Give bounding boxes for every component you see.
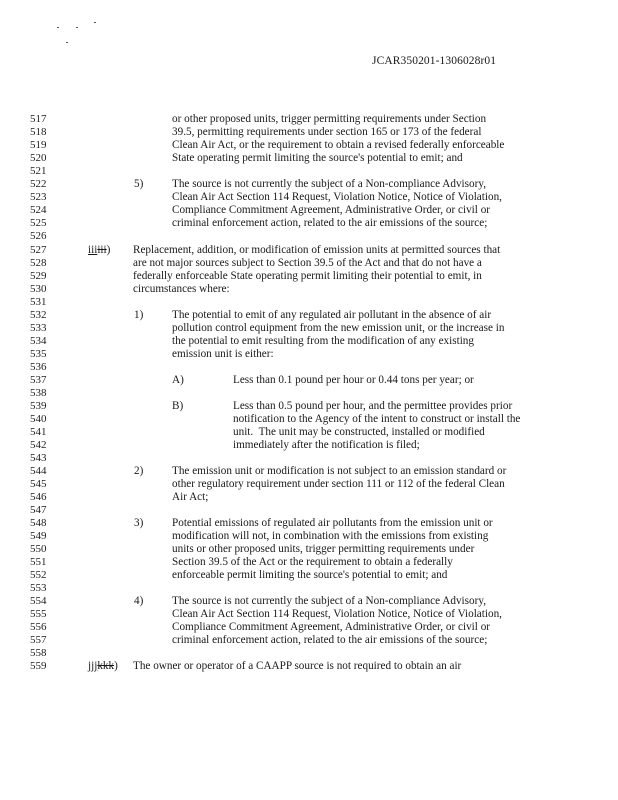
text-line: Potential emissions of regulated air pollutants from the emission unit or xyxy=(172,517,493,529)
line-number: 530 xyxy=(30,283,47,295)
document-id-header: JCAR350201-1306028r01 xyxy=(372,55,497,67)
text-line: Air Act; xyxy=(172,491,209,503)
line-number: 519 xyxy=(30,139,47,151)
text-line: notification to the Agency of the intent to construct or install the xyxy=(233,413,521,425)
line-number: 539 xyxy=(30,400,47,412)
line-number: 542 xyxy=(30,439,47,451)
text-line: enforceable permit limiting the source's potential to emit; and xyxy=(172,569,448,581)
line-number: 557 xyxy=(30,634,47,646)
line-number: 559 xyxy=(30,660,47,672)
text-line: or other proposed units, trigger permitting requirements under Section xyxy=(172,113,487,125)
scan-speck xyxy=(66,42,68,43)
line-number: 555 xyxy=(30,608,47,620)
marker-paren: ) xyxy=(106,244,111,256)
text-line: State operating permit limiting the source's potential to emit; and xyxy=(172,152,463,164)
scan-speck xyxy=(94,22,96,23)
text-line: The owner or operator of a CAAPP source is not required to obtain an air xyxy=(133,660,462,672)
line-number: 550 xyxy=(30,543,47,555)
text-line: unit. The unit may be constructed, installed or modified xyxy=(233,426,485,438)
line-number: 531 xyxy=(30,296,47,308)
deleted-marker-text: iii xyxy=(97,244,107,256)
text-line: The potential to emit of any regulated air pollutant in the absence of air xyxy=(172,309,492,321)
line-number: 551 xyxy=(30,556,47,568)
text-line: circumstances where: xyxy=(133,283,230,295)
line-number: 522 xyxy=(30,178,47,190)
text-line: emission unit is either: xyxy=(172,348,274,360)
line-number: 534 xyxy=(30,335,47,347)
text-line: The source is not currently the subject of a Non-compliance Advisory, xyxy=(172,595,486,607)
item-marker: 2) xyxy=(134,465,144,477)
inserted-marker-text: iii xyxy=(88,244,98,256)
text-line: are not major sources subject to Section 39.5 of the Act and that do not have a xyxy=(133,257,482,269)
line-number: 521 xyxy=(30,165,47,177)
line-number: 538 xyxy=(30,387,47,399)
line-number: 532 xyxy=(30,309,47,321)
text-line: 39.5, permitting requirements under section 165 or 173 of the federal xyxy=(172,126,482,138)
item-marker: 4) xyxy=(134,595,144,607)
line-number: 547 xyxy=(30,504,47,516)
line-number: 524 xyxy=(30,204,47,216)
line-number: 528 xyxy=(30,257,47,269)
text-line: other regulatory requirement under section 111 or 112 of the federal Clean xyxy=(172,478,505,490)
line-number: 548 xyxy=(30,517,47,529)
line-number: 554 xyxy=(30,595,47,607)
text-line: Clean Air Act, or the requirement to obtain a revised federally enforceable xyxy=(172,139,505,151)
text-line: Section 39.5 of the Act or the requirement to obtain a federally xyxy=(172,556,453,568)
line-number: 552 xyxy=(30,569,47,581)
line-number: 544 xyxy=(30,465,47,477)
line-number: 536 xyxy=(30,361,47,373)
line-number: 525 xyxy=(30,217,47,229)
item-marker: 3) xyxy=(134,517,144,529)
line-number: 549 xyxy=(30,530,47,542)
text-line: immediately after the notification is filed; xyxy=(233,439,420,451)
scan-speck xyxy=(76,27,78,28)
line-number: 540 xyxy=(30,413,47,425)
item-marker: A) xyxy=(172,374,184,386)
line-number: 537 xyxy=(30,374,47,386)
text-line: Compliance Commitment Agreement, Administrative Order, or civil or xyxy=(172,204,491,216)
inserted-marker-text: jjj xyxy=(88,660,98,672)
line-number: 527 xyxy=(30,244,47,256)
item-marker: 5) xyxy=(134,178,144,190)
marker-paren: ) xyxy=(114,660,118,672)
text-line: Less than 0.5 pound per hour, and the permittee provides prior xyxy=(233,400,513,412)
text-line: modification will not, in combination with the emissions from existing xyxy=(172,530,489,542)
line-number: 523 xyxy=(30,191,47,203)
line-number: 518 xyxy=(30,126,47,138)
text-line: Replacement, addition, or modification of emission units at permitted sources that xyxy=(133,244,501,256)
line-number: 535 xyxy=(30,348,47,360)
line-number: 520 xyxy=(30,152,47,164)
text-line: Compliance Commitment Agreement, Administrative Order, or civil or xyxy=(172,621,491,633)
line-number: 529 xyxy=(30,270,47,282)
text-line: Clean Air Act Section 114 Request, Violation Notice, Notice of Violation, xyxy=(172,191,502,203)
text-line: Less than 0.1 pound per hour or 0.44 tons per year; or xyxy=(233,374,474,386)
line-number: 553 xyxy=(30,582,47,594)
amended-item-marker xyxy=(88,244,110,256)
text-line: federally enforceable State operating permit limiting their potential to emit, in xyxy=(133,270,482,282)
text-line: pollution control equipment from the new emission unit, or the increase in xyxy=(172,322,505,334)
text-line: The source is not currently the subject of a Non-compliance Advisory, xyxy=(172,178,486,190)
line-number: 517 xyxy=(30,113,47,125)
text-line: Clean Air Act Section 114 Request, Violation Notice, Notice of Violation, xyxy=(172,608,502,620)
text-line: criminal enforcement action, related to the air emissions of the source; xyxy=(172,217,488,229)
scan-speck xyxy=(57,27,59,28)
amended-item-marker xyxy=(88,660,118,672)
line-number: 533 xyxy=(30,322,47,334)
text-line: The emission unit or modification is not subject to an emission standard or xyxy=(172,465,507,477)
line-number: 545 xyxy=(30,478,47,490)
line-number: 556 xyxy=(30,621,47,633)
line-number: 541 xyxy=(30,426,47,438)
text-line: the potential to emit resulting from the modification of any existing xyxy=(172,335,474,347)
line-number: 526 xyxy=(30,230,47,242)
line-number: 546 xyxy=(30,491,47,503)
text-line: units or other proposed units, trigger permitting requirements under xyxy=(172,543,475,555)
line-number: 558 xyxy=(30,647,47,659)
line-number: 543 xyxy=(30,452,47,464)
deleted-marker-text: kkk xyxy=(97,660,115,672)
item-marker: 1) xyxy=(134,309,144,321)
item-marker: B) xyxy=(172,400,184,412)
text-line: criminal enforcement action, related to the air emissions of the source; xyxy=(172,634,488,646)
